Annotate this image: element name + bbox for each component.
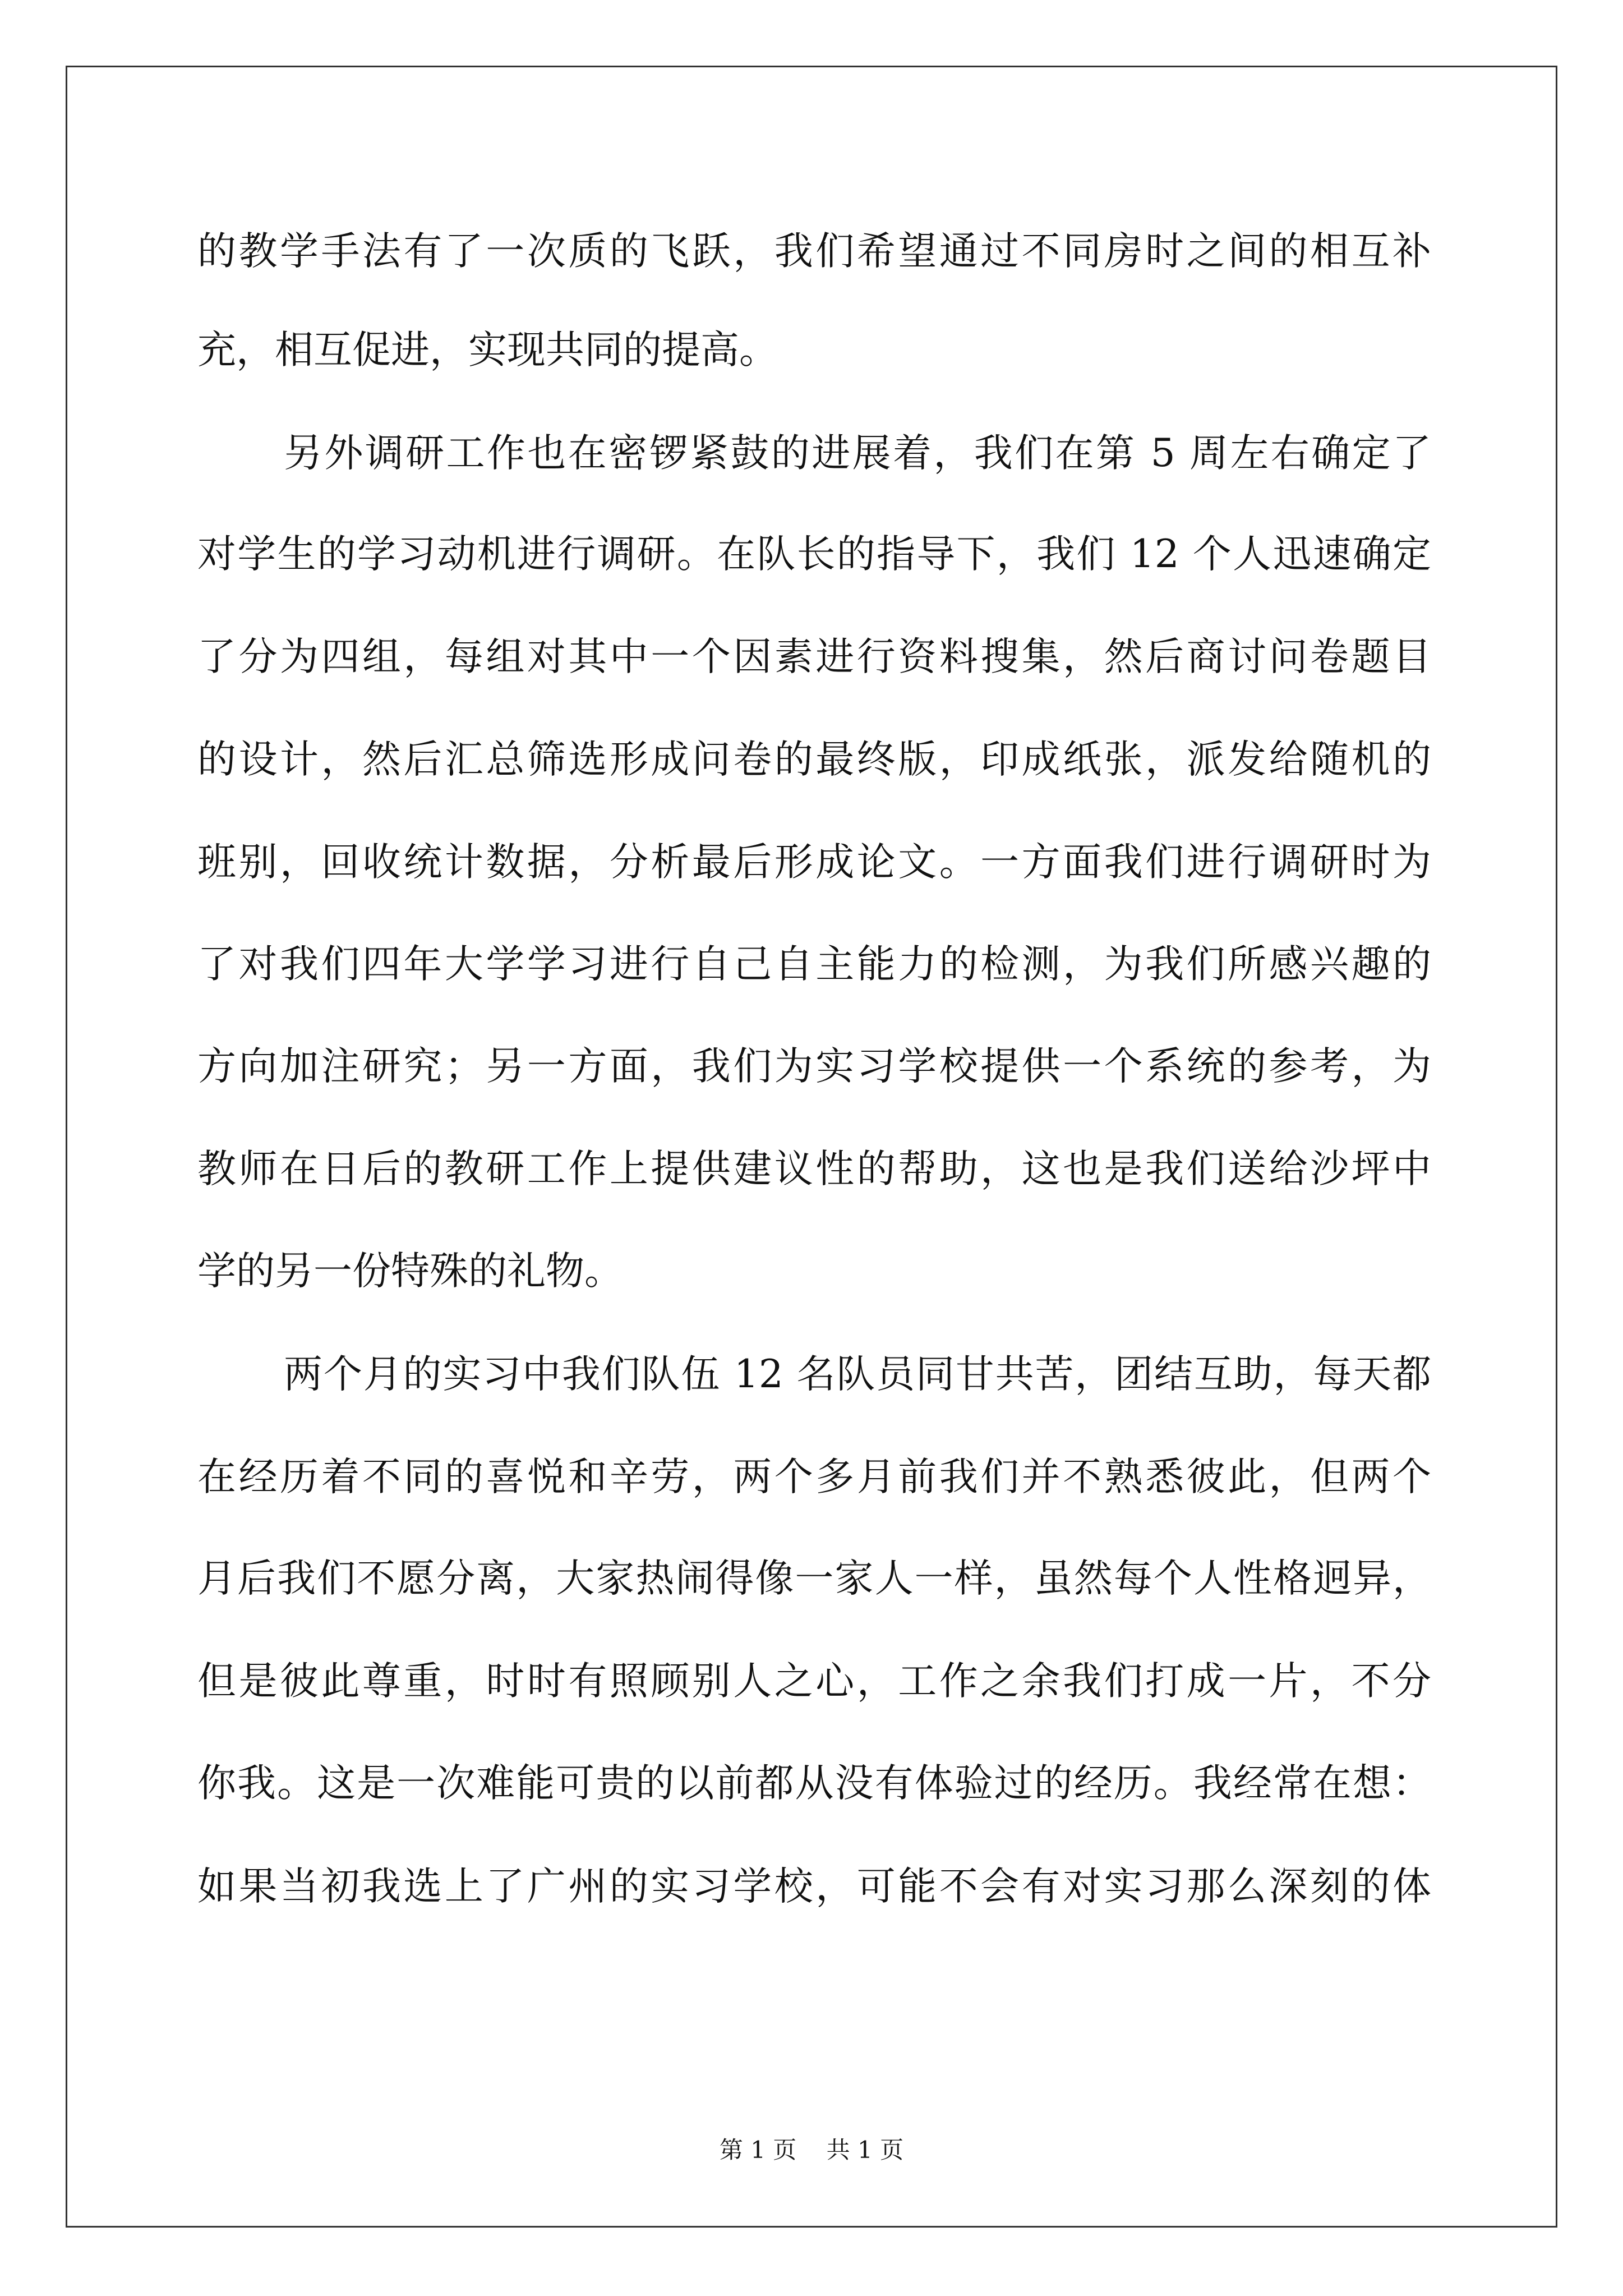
text-line: 了分为四组，每组对其中一个因素进行资料搜集，然后商讨问卷题目 <box>197 634 1431 679</box>
text-line: 方向加注研究；另一方面，我们为实习学校提供一个系统的参考，为 <box>197 1044 1431 1089</box>
text-line: 的设计，然后汇总筛选形成问卷的最终版，印成纸张，派发给随机的 <box>197 737 1431 782</box>
text-line: 你我。这是一次难能可贵的以前都从没有体验过的经历。我经常在想： <box>197 1761 1431 1806</box>
text-line: 的教学手法有了一次质的飞跃，我们希望通过不同房时之间的相互补 <box>197 229 1431 274</box>
text-line: 两个月的实习中我们队伍 12 名队员同甘共苦，团结互助，每天都 <box>284 1352 1431 1397</box>
text-line: 另外调研工作也在密锣紧鼓的进展着，我们在第 5 周左右确定了 <box>284 431 1431 476</box>
page-total: 共 1 页 <box>826 2136 904 2164</box>
text-line: 对学生的学习动机进行调研。在队长的指导下，我们 12 个人迅速确定 <box>197 532 1431 577</box>
page-footer <box>0 2132 1623 2165</box>
text-line: 了对我们四年大学学习进行自己自主能力的检测，为我们所感兴趣的 <box>197 942 1431 987</box>
text-line: 在经历着不同的喜悦和辛劳，两个多月前我们并不熟悉彼此，但两个 <box>197 1455 1431 1499</box>
text-line: 教师在日后的教研工作上提供建议性的帮助，这也是我们送给沙坪中 <box>197 1147 1431 1191</box>
page-number: 第 1 页 <box>719 2136 797 2164</box>
text-line: 班别，回收统计数据，分析最后形成论文。一方面我们进行调研时为 <box>197 840 1431 885</box>
text-line: 月后我们不愿分离，大家热闹得像一家人一样，虽然每个人性格迥异， <box>197 1556 1431 1601</box>
text-line: 但是彼此尊重，时时有照顾别人之心，工作之余我们打成一片，不分 <box>197 1659 1431 1704</box>
text-line: 充，相互促进，实现共同的提高。 <box>197 328 778 372</box>
text-line: 学的另一份特殊的礼物。 <box>197 1249 623 1294</box>
text-line: 如果当初我选上了广州的实习学校，可能不会有对实习那么深刻的体 <box>197 1864 1431 1909</box>
